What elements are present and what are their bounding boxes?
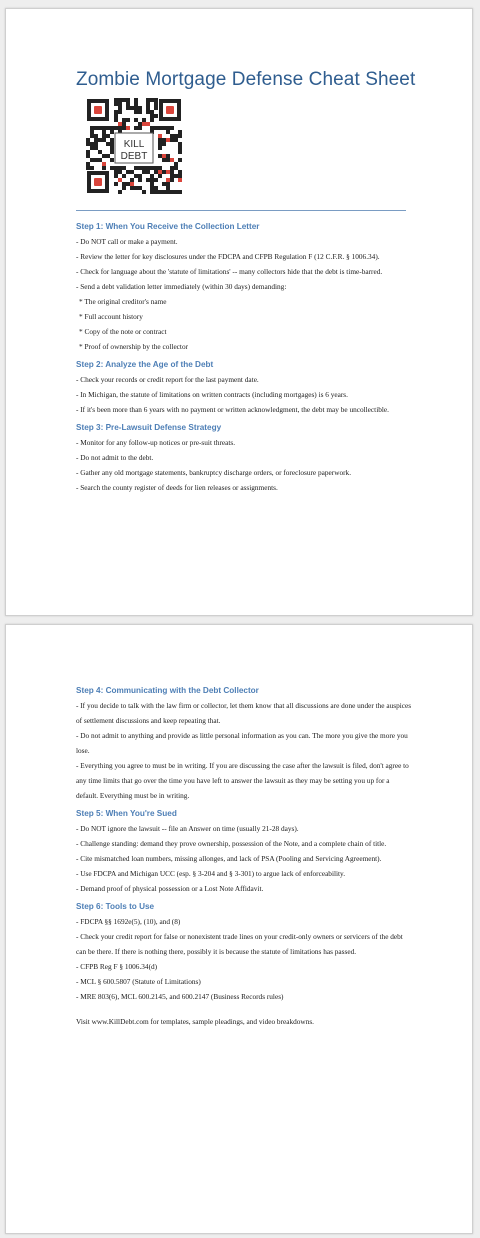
- list-item: - Do not admit to the debt.: [76, 453, 154, 462]
- title-divider: [76, 210, 406, 211]
- list-item: - Gather any old mortgage statements, bankruptcy discharge orders, or foreclosure paperwork.: [76, 468, 352, 477]
- list-item: - Monitor for any follow-up notices or pre-suit threats.: [76, 438, 236, 447]
- list-item: - Check your records or credit report for the last payment date.: [76, 375, 259, 384]
- step-1-heading: Step 1: When You Receive the Collection Letter: [76, 222, 260, 231]
- sub-list-item: * Copy of the note or contract: [79, 327, 167, 336]
- list-item: - In Michigan, the statute of limitations on written contracts (including mortgages) is 6 years.: [76, 390, 348, 399]
- sub-list-item: * The original creditor's name: [79, 297, 167, 306]
- list-item: - MCL § 600.5807 (Statute of Limitations): [76, 977, 201, 986]
- step-2-heading: Step 2: Analyze the Age of the Debt: [76, 360, 214, 369]
- list-item: - CFPB Reg F § 1006.34(d): [76, 962, 158, 971]
- logo-text-debt: DEBT: [120, 151, 148, 162]
- logo-text-kill: KILL: [123, 139, 145, 150]
- document-page-2: [5, 624, 473, 1234]
- document-title: Zombie Mortgage Defense Cheat Sheet: [76, 69, 416, 90]
- step-4-heading: Step 4: Communicating with the Debt Collector: [76, 686, 259, 695]
- list-item: - Review the letter for key disclosures under the FDCPA and CFPB Regulation F (12 C.F.R. § 1006.34).: [76, 252, 380, 261]
- list-item: - FDCPA §§ 1692e(5), (10), and (8): [76, 917, 181, 926]
- step-3-heading: Step 3: Pre-Lawsuit Defense Strategy: [76, 423, 222, 432]
- step-6-section: [76, 902, 412, 1004]
- step-2-section: [76, 360, 412, 417]
- step-5-heading: Step 5: When You're Sued: [76, 809, 177, 818]
- list-item: - If it's been more than 6 years with no payment or written acknowledgment, the debt may be uncollectible.: [76, 405, 389, 414]
- qr-code-logo: [85, 97, 183, 195]
- step-1-section: [76, 222, 412, 354]
- step-5-section: [76, 809, 412, 896]
- footer-note: Visit www.KillDebt.com for templates, sample pleadings, and video breakdowns.: [76, 1017, 315, 1026]
- list-item: - Send a debt validation letter immediately (within 30 days) demanding:: [76, 282, 287, 291]
- step-3-section: [76, 423, 412, 495]
- list-item: - Check for language about the 'statute of limitations' -- many collectors hide that the debt is time-barred.: [76, 267, 383, 276]
- list-item: - If you decide to talk with the law firm or collector, let them know that all discussions are done under the auspices of settlement discussions and keep repeating that.: [76, 701, 412, 725]
- list-item: - Challenge standing: demand they prove ownership, possession of the Note, and a complete chain of title.: [76, 839, 387, 848]
- list-item: - Demand proof of physical possession or a Lost Note Affidavit.: [76, 884, 264, 893]
- list-item: - Check your credit report for false or nonexistent trade lines on your credit-only owners or servicers of the debt can be there. If there is nothing there, possibly it is because the statute of limitations has passed.: [76, 932, 403, 956]
- list-item: - Do NOT call or make a payment.: [76, 237, 178, 246]
- list-item: - Search the county register of deeds for lien releases or assignments.: [76, 483, 278, 492]
- list-item: - Cite mismatched loan numbers, missing allonges, and lack of PSA (Pooling and Servicing Agreement).: [76, 854, 382, 863]
- step-4-section: [76, 686, 412, 803]
- list-item: - Use FDCPA and Michigan UCC (esp. § 3-204 and § 3-301) to argue lack of enforceability.: [76, 869, 346, 878]
- list-item: - MRE 803(6), MCL 600.2145, and 600.2147 (Business Records rules): [76, 992, 284, 1001]
- step-6-heading: Step 6: Tools to Use: [76, 902, 155, 911]
- list-item: - Do not admit to anything and provide as little personal information as you can. The more you give the more you lose.: [76, 731, 408, 755]
- page1-content: [76, 216, 412, 495]
- list-item: - Do NOT ignore the lawsuit -- file an Answer on time (usually 21-28 days).: [76, 824, 299, 833]
- sub-list-item: * Full account history: [79, 312, 143, 321]
- document-page-1: [5, 8, 473, 616]
- list-item: - Everything you agree to must be in writing. If you are discussing the case after the lawsuit is filed, don't agree to any time limits that go over the time you have left to answer the lawsuit as they may be setting you up for a default. Everything must be in writing.: [76, 761, 409, 800]
- sub-list-item: * Proof of ownership by the collector: [79, 342, 189, 351]
- page2-content: [76, 680, 412, 1036]
